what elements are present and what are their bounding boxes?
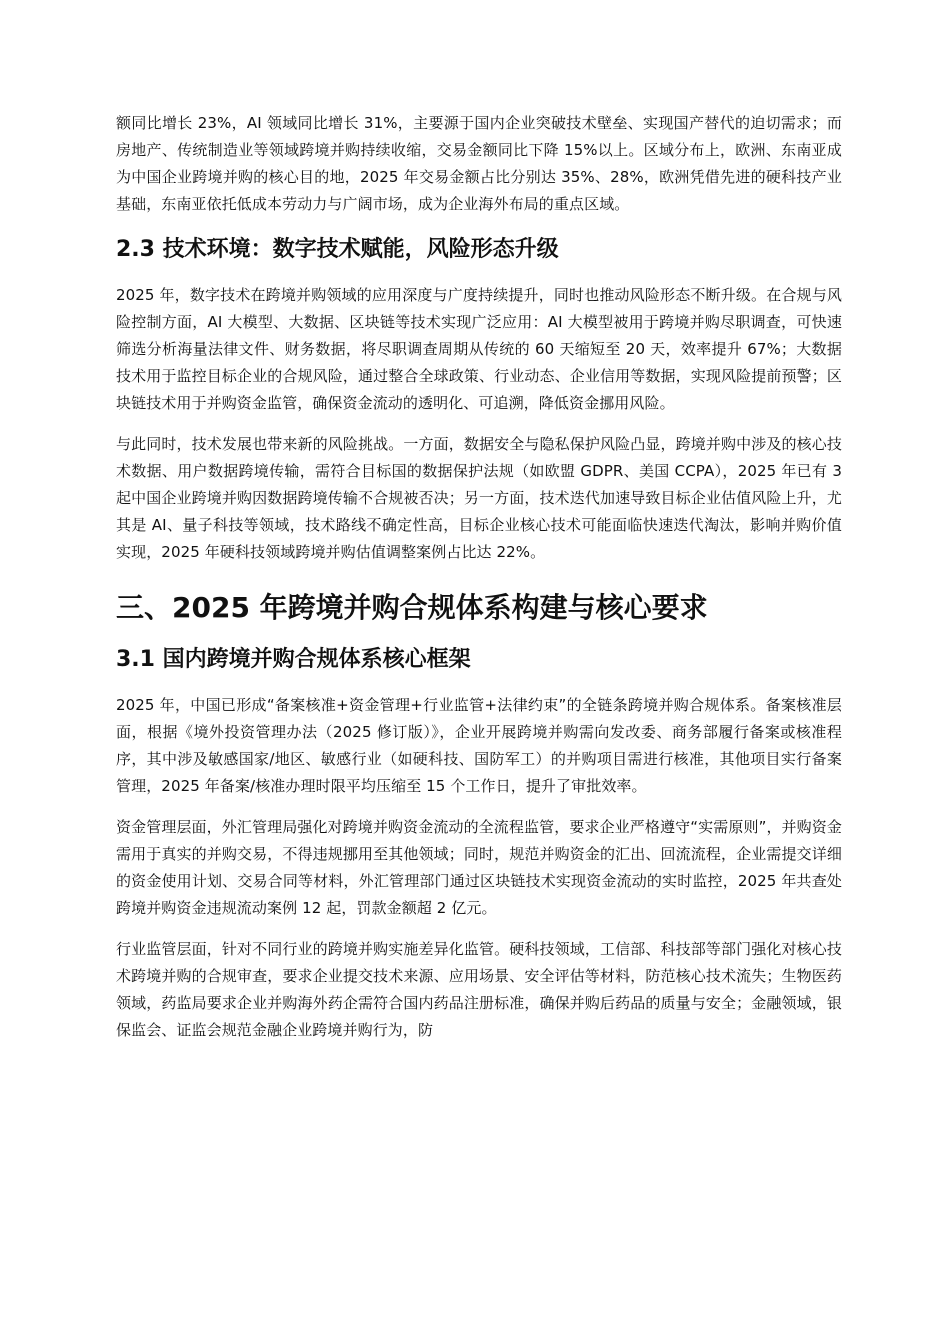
intro-paragraph: 额同比增长 23%，AI 领域同比增长 31%，主要源于国内企业突破技术壁垒、实现国产替代的迫切需求；而房地产、传统制造业等领域跨境并购持续收缩，交易金额同比下降 15%以上。区域分布上，欧洲、东南亚成为中国企业跨境并购的核心目的地，2025 年交易金额占比分别达 35%、28%，欧洲凭借先进的硬科技产业基础，东南亚依托低成本劳动力与广阔市场，成为企业海外布局的重点区域。 <box>116 114 842 213</box>
document-page <box>116 110 842 1058</box>
section-3-1-heading: 3.1 国内跨境并购合规体系核心框架 <box>116 647 471 672</box>
section-3-1-paragraph-3: 行业监管层面，针对不同行业的跨境并购实施差异化监管。硬科技领域，工信部、科技部等部门强化对核心技术跨境并购的合规审查，要求企业提交技术来源、应用场景、安全评估等材料，防范核心技术流失；生物医药领域，药监局要求企业并购海外药企需符合国内药品注册标准，确保并购后药品的质量与安全；金融领域，银保监会、证监会规范金融企业跨境并购行为，防 <box>116 940 842 1039</box>
section-2-3-paragraph-2: 与此同时，技术发展也带来新的风险挑战。一方面，数据安全与隐私保护风险凸显，跨境并购中涉及的核心技术数据、用户数据跨境传输，需符合目标国的数据保护法规（如欧盟 GDPR、美国 CCPA），2025 年已有 3 起中国企业跨境并购因数据跨境传输不合规被否决；另一方面，技术迭代加速导致目标企业估值风险上升，尤其是 AI、量子科技等领域，技术路线不确定性高，目标企业核心技术可能面临快速迭代淘汰，影响并购价值实现，2025 年硬科技领域跨境并购估值调整案例占比达 22%。 <box>116 435 842 561</box>
section-3-1-paragraph-2: 资金管理层面，外汇管理局强化对跨境并购资金流动的全流程监管，要求企业严格遵守“实需原则”，并购资金需用于真实的并购交易，不得违规挪用至其他领域；同时，规范并购资金的汇出、回流流程，企业需提交详细的资金使用计划、交易合同等材料，外汇管理部门通过区块链技术实现资金流动的实时监控，2025 年共查处跨境并购资金违规流动案例 12 起，罚款金额超 2 亿元。 <box>116 818 842 917</box>
section-2-3-paragraph-1: 2025 年，数字技术在跨境并购领域的应用深度与广度持续提升，同时也推动风险形态不断升级。在合规与风险控制方面，AI 大模型、大数据、区块链等技术实现广泛应用：AI 大模型被用于跨境并购尽职调查，可快速筛选分析海量法律文件、财务数据，将尽职调查周期从传统的 60 天缩短至 20 天，效率提升 67%；大数据技术用于监控目标企业的合规风险，通过整合全球政策、行业动态、企业信用等数据，实现风险提前预警；区块链技术用于并购资金监管，确保资金流动的透明化、可追溯，降低资金挪用风险。 <box>116 286 842 412</box>
section-2-3-heading: 2.3 技术环境：数字技术赋能，风险形态升级 <box>116 237 559 262</box>
chapter-3-heading: 三、2025 年跨境并购合规体系构建与核心要求 <box>116 591 708 624</box>
section-3-1-paragraph-1: 2025 年，中国已形成“备案核准+资金管理+行业监管+法律约束”的全链条跨境并购合规体系。备案核准层面，根据《境外投资管理办法（2025 修订版）》，企业开展跨境并购需向发改委、商务部履行备案或核准程序，其中涉及敏感国家/地区、敏感行业（如硬科技、国防军工）的并购项目需进行核准，其他项目实行备案管理，2025 年备案/核准办理时限平均压缩至 15 个工作日，提升了审批效率。 <box>116 696 842 795</box>
